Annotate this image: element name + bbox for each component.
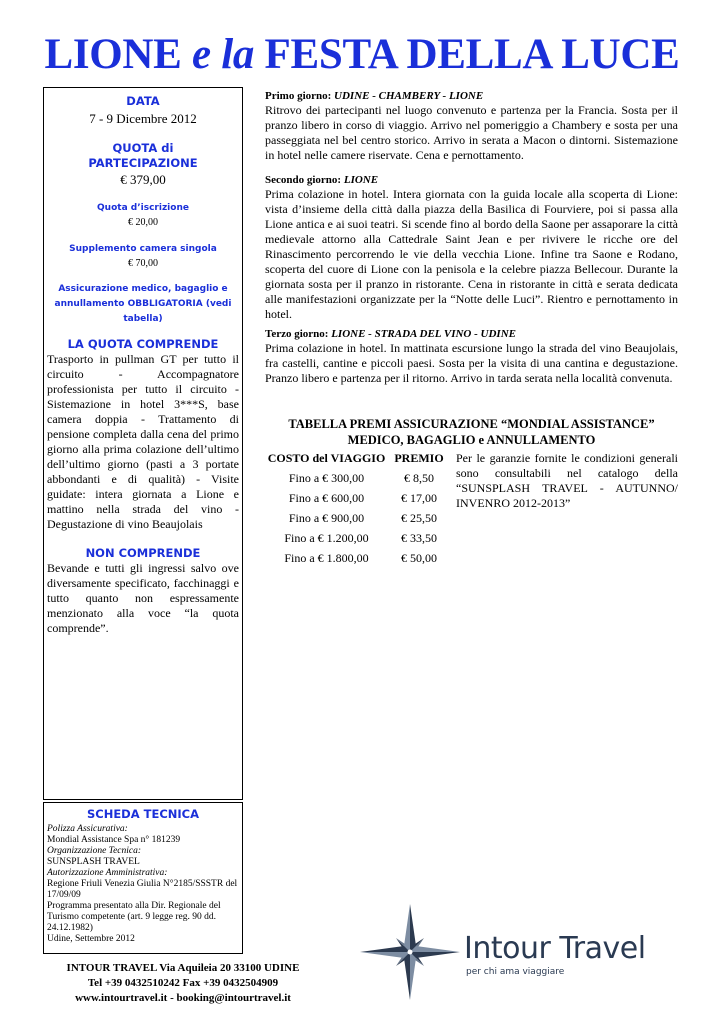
price-label: QUOTA di PARTECIPAZIONE (88, 141, 198, 170)
excludes-text: Bevande e tutti gli ingressi salvo ove diversamente specificato, facchinaggi e tutto quanto non espressamente menzionato alla voce “la quota comprende”. (47, 561, 239, 635)
day-2-label: Secondo giorno: (265, 174, 344, 186)
premium-cell: € 8,50 (404, 471, 434, 485)
premium-cell: € 17,00 (401, 491, 437, 505)
policy-label: Polizza Assicurativa: (47, 824, 128, 834)
day-2-route: LIONE (343, 174, 379, 186)
table-row (265, 508, 450, 528)
insurance-notice: Assicurazione medico, bagaglio e annullamento OBBLIGATORIA (vedi tabella) (54, 284, 232, 324)
excludes-label: NON COMPRENDE (85, 546, 201, 560)
table-row (265, 488, 450, 508)
registration-label: Quota d’iscrizione (97, 203, 189, 213)
day-2 (265, 173, 678, 322)
day-2-text: Prima colazione in hotel. Intera giornata con la guida locale alla scoperta di Lione: vista d’insieme della città dalla piazza della Basilica di Fourviere, poi si passa alla Lione antica e ai suoi teatri. Si scende fino al bordo della Saone per assaporare la città medievale attorno alla Cattedrale Saint Jean e per rivivere le ricche ore del Rinascimento percorrendo le vie della vecchia Lione. Infine tra Saone e Rodano, scoperta del cuore di Lione con la penisola e la celebre piazza Bellecour. Durante la giornata sosta per il pranzo in ristorante. Cena in ristorante in città e serata dedicata alle manifestazioni organizzate per la “Notte delle Luci”. Rientro e pernottamento in hotel. (265, 187, 678, 321)
day-3-heading (265, 327, 678, 341)
info-box (43, 87, 243, 800)
cost-cell: Fino a € 600,00 (288, 491, 365, 505)
technical-label: SCHEDA TECNICA (86, 807, 200, 821)
day-1-label: Primo giorno: (265, 90, 335, 102)
single-supplement-value: € 70,00 (128, 258, 158, 269)
brand-tagline: per chi ama viaggiare (466, 967, 565, 977)
insurance-title (265, 416, 678, 448)
cost-cell: Fino a € 1.800,00 (284, 551, 369, 565)
authorization-value: Regione Friuli Venezia Giulia N°2185/SSSTR del 17/09/09 (47, 879, 238, 900)
day-1 (265, 89, 678, 163)
day-1-text: Ritrovo dei partecipanti nel luogo convenuto e partenza per la Francia. Sosta per il pranzo libero in corso di viaggio. Arrivo nel pomeriggio a Chambery e sosta per una passeggiata nel bel centro storico. Arrivo in serata a Macon o dintorni. Sistemazione in hotel nelle camere riservate. Cena e pernottamento. (265, 103, 678, 162)
brand-name: Intour Travel (464, 931, 646, 966)
insurance-title-line-2: MEDICO, BAGAGLIO e ANNULLAMENTO (347, 433, 596, 447)
table-header (265, 451, 450, 466)
premium-cell: € 25,50 (401, 511, 437, 525)
price-value: € 379,00 (120, 172, 166, 187)
cost-cell: Fino a € 300,00 (288, 471, 365, 485)
registration-value: € 20,00 (128, 217, 158, 228)
organization-label: Organizzazione Tecnica: (47, 846, 142, 856)
cost-column-header: COSTO del VIAGGIO (267, 451, 386, 465)
day-3 (265, 327, 678, 386)
premium-column-header: PREMIO (394, 451, 444, 465)
contact-footer (43, 961, 323, 1006)
day-2-heading (265, 173, 678, 187)
cost-cell: Fino a € 1.200,00 (284, 531, 369, 545)
place-date: Udine, Settembre 2012 (47, 934, 135, 944)
title-part-3: FESTA DELLA LUCE (254, 31, 680, 78)
title-part-1: LIONE (44, 31, 192, 78)
day-1-heading (265, 89, 678, 103)
insurance-note: Per le garanzie fornite le condizioni generali sono consultabili nel catalogo della “SUNSPLASH TRAVEL - AUTUNNO/ INVENRO 2012-2013” (456, 451, 678, 510)
page-title (0, 30, 724, 80)
cost-cell: Fino a € 900,00 (288, 511, 365, 525)
technical-box (43, 802, 243, 954)
insurance-table (265, 451, 450, 568)
table-row (265, 528, 450, 548)
date-value: 7 - 9 Dicembre 2012 (89, 111, 197, 126)
footer-phone: Tel +39 0432510242 Fax +39 0432504909 (87, 977, 279, 989)
footer-address: INTOUR TRAVEL Via Aquileia 20 33100 UDINE (66, 962, 300, 974)
program-note: Programma presentato alla Dir. Regionale del Turismo competente (art. 9 legge reg. 90 dd. 24.12.1982) (47, 901, 221, 933)
premium-cell: € 50,00 (401, 551, 437, 565)
premium-cell: € 33,50 (401, 531, 437, 545)
date-label: DATA (126, 94, 160, 108)
authorization-label: Autorizzazione Amministrativa: (47, 868, 168, 878)
policy-value: Mondial Assistance Spa n° 181239 (47, 835, 181, 845)
day-3-label: Terzo giorno: (265, 328, 332, 340)
day-3-route: LIONE - STRADA DEL VINO - UDINE (331, 328, 516, 340)
day-3-text: Prima colazione in hotel. In mattinata escursione lungo la strada del vino Beaujolais, fra castelli, cantine e piccoli paesi. Sosta per la visita di una cantina e degustazione. Pranzo libero e partenza per il ritorno. Arrivo in tarda serata nella località convenuta. (265, 341, 678, 385)
day-1-route: UDINE - CHAMBERY - LIONE (334, 90, 484, 102)
footer-web: www.intourtravel.it - booking@intourtravel.it (75, 992, 291, 1004)
insurance-title-line-1: TABELLA PREMI ASSICURAZIONE “MONDIAL ASSISTANCE” (288, 417, 655, 431)
table-row (265, 548, 450, 568)
includes-text: Trasporto in pullman GT per tutto il circuito - Accompagnatore professionista per tutto il circuito - Sistemazione in hotel 3***S, base camera doppia - Trattamento di pensione completa dalla cena del primo giorno alla prima colazione dell’ultimo dell’ultimo giorno (pasti a 3 portate abbondanti e di qualità) - Visite guidate: intera giornata a Lione e mattino nella strada del vino - Degustazione di vino Beaujolais (47, 352, 239, 531)
title-part-2: e la (192, 31, 255, 78)
organization-value: SUNSPLASH TRAVEL (47, 857, 140, 867)
table-row (265, 468, 450, 488)
includes-label: LA QUOTA COMPRENDE (67, 337, 219, 351)
single-supplement-label: Supplemento camera singola (69, 244, 217, 254)
